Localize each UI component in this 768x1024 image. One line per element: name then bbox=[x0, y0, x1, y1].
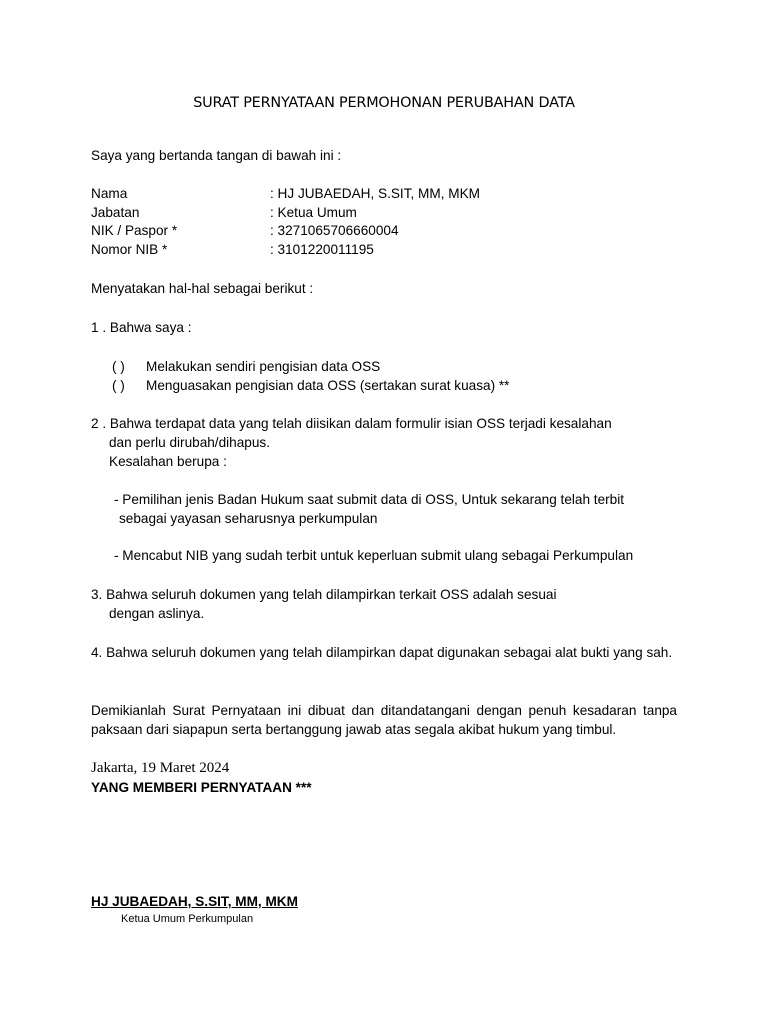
signer-title: Ketua Umum Perkumpulan bbox=[121, 913, 254, 925]
point-1: 1 . Bahwa saya : bbox=[91, 320, 192, 335]
point-2-line-2: dan perlu dirubah/dihapus. bbox=[109, 435, 270, 450]
point-3-line-1: 3. Bahwa seluruh dokumen yang telah dilampirkan terkait OSS adalah sesuai bbox=[91, 587, 557, 602]
option-text-2: Menguasakan pengisian data OSS (sertakan surat kuasa) ** bbox=[146, 378, 510, 393]
error-item-1-line-1: - Pemilihan jenis Badan Hukum saat submit data di OSS, Untuk sekarang telah terbit bbox=[114, 492, 625, 507]
field-label-jabatan: Jabatan bbox=[91, 205, 140, 220]
option-checkbox-2: ( ) bbox=[112, 378, 125, 393]
signer-heading: YANG MEMBERI PERNYATAAN *** bbox=[91, 780, 312, 795]
point-2-line-1: 2 . Bahwa terdapat data yang telah diisikan dalam formulir isian OSS terjadi kesalahan bbox=[91, 416, 612, 431]
point-2-line-3: Kesalahan berupa : bbox=[109, 454, 227, 469]
signer-name: HJ JUBAEDAH, S.SIT, MM, MKM bbox=[91, 894, 298, 909]
point-3-line-2: dengan aslinya. bbox=[109, 606, 205, 621]
intro-text: Saya yang bertanda tangan di bawah ini : bbox=[91, 148, 342, 163]
field-label-nik: NIK / Paspor * bbox=[91, 223, 178, 238]
error-item-1-line-2: sebagai yayasan seharusnya perkumpulan bbox=[119, 511, 378, 526]
field-label-nib: Nomor NIB * bbox=[91, 242, 168, 257]
place-date: Jakarta, 19 Maret 2024 bbox=[91, 760, 230, 776]
closing-paragraph: Demikianlah Surat Pernyataan ini dibuat dan ditandatangani dengan penuh kesadaran tanpa paksaan dari siapapun serta bertanggung jawab atas segala akibat hukum yang timbul. bbox=[91, 703, 677, 737]
field-value-nama: : HJ JUBAEDAH, S.SIT, MM, MKM bbox=[270, 186, 480, 201]
field-value-nik: : 3271065706660004 bbox=[270, 223, 399, 238]
field-label-nama: Nama bbox=[91, 186, 128, 201]
field-value-jabatan: : Ketua Umum bbox=[270, 205, 357, 220]
error-item-2: - Mencabut NIB yang sudah terbit untuk keperluan submit ulang sebagai Perkumpulan bbox=[114, 548, 634, 563]
document-title: SURAT PERNYATAAN PERMOHONAN PERUBAHAN DATA bbox=[193, 95, 575, 111]
option-checkbox-1: ( ) bbox=[112, 359, 125, 374]
field-value-nib: : 3101220011195 bbox=[270, 242, 374, 257]
statement-intro: Menyatakan hal-hal sebagai berikut : bbox=[91, 281, 314, 296]
point-4: 4. Bahwa seluruh dokumen yang telah dilampirkan dapat digunakan sebagai alat bukti yang sah. bbox=[91, 645, 673, 660]
option-text-1: Melakukan sendiri pengisian data OSS bbox=[146, 359, 381, 374]
